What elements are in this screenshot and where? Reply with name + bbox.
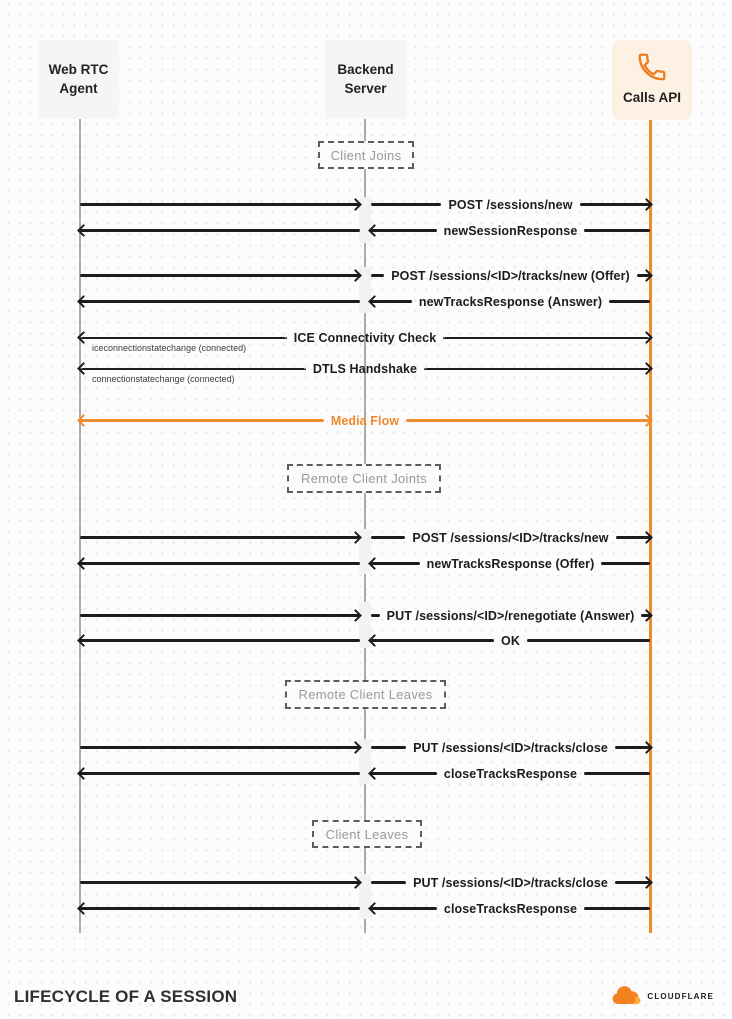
actor-web-rtc-agent xyxy=(38,40,119,119)
message-label: OK xyxy=(501,633,520,648)
section-client-joins xyxy=(318,141,414,169)
section-label: Remote Client Leaves xyxy=(298,687,433,702)
arrow-backend-to-agent xyxy=(80,767,360,780)
arrow-close-tracks-response xyxy=(371,902,650,915)
arrow-new-tracks-response-answer xyxy=(371,295,650,308)
arrow-backend-to-agent xyxy=(80,902,360,915)
actor-label: Web RTC Agent xyxy=(48,61,109,96)
arrowhead-left-icon xyxy=(77,224,90,237)
message-label: newSessionResponse xyxy=(443,223,578,238)
arrow-post-tracks-new-offer xyxy=(371,269,650,282)
message-label: PUT /sessions/<ID>/tracks/close xyxy=(413,740,608,755)
message-label: newTracksResponse (Offer) xyxy=(426,556,595,571)
arrowhead-left-icon xyxy=(77,902,90,915)
message-label: PUT /sessions/<ID>/renegotiate (Answer) xyxy=(386,608,635,623)
cloudflare-logo xyxy=(611,986,714,1006)
arrowhead-left-icon xyxy=(77,331,90,344)
message-label: POST /sessions/new xyxy=(448,197,573,212)
arrow-media-flow xyxy=(80,414,650,427)
arrow-post-sessions-new xyxy=(371,198,650,211)
arrow-backend-to-agent xyxy=(80,557,360,570)
arrow-agent-to-backend xyxy=(80,269,359,282)
arrow-agent-to-backend xyxy=(80,531,359,544)
arrow-backend-to-agent xyxy=(80,295,360,308)
message-label: closeTracksResponse xyxy=(443,766,578,781)
section-remote-client-leaves xyxy=(285,680,446,709)
section-label: Remote Client Joints xyxy=(301,471,427,486)
message-label: POST /sessions/<ID>/tracks/new (Offer) xyxy=(391,268,630,283)
arrowhead-left-icon xyxy=(368,557,381,570)
arrow-agent-to-backend xyxy=(80,741,359,754)
section-label: Client Joins xyxy=(330,147,402,163)
arrowhead-left-icon xyxy=(368,902,381,915)
arrow-put-renegotiate xyxy=(371,609,650,622)
message-label: closeTracksResponse xyxy=(443,901,578,916)
arrow-agent-to-backend xyxy=(80,609,359,622)
arrowhead-left-icon xyxy=(368,634,381,647)
section-label: Client Leaves xyxy=(325,826,409,842)
message-label: PUT /sessions/<ID>/tracks/close xyxy=(413,875,608,890)
arrowhead-left-icon xyxy=(77,557,90,570)
cloudflare-cloud-icon xyxy=(611,986,643,1006)
section-client-leaves xyxy=(312,820,422,848)
arrow-new-session-response xyxy=(371,224,650,237)
ice-state-note: iceconnectionstatechange (connected) xyxy=(92,343,247,353)
arrow-put-tracks-close xyxy=(371,741,650,754)
arrow-agent-to-backend xyxy=(80,876,359,889)
cloudflare-wordmark: CLOUDFLARE xyxy=(647,991,714,1001)
section-remote-client-joins xyxy=(287,464,441,493)
phone-icon xyxy=(637,52,667,82)
actor-backend-server xyxy=(325,40,406,119)
arrowhead-left-icon xyxy=(77,414,90,427)
actor-calls-api xyxy=(612,40,692,120)
agent-lifeline xyxy=(79,119,81,933)
arrowhead-left-icon xyxy=(368,224,381,237)
message-label: POST /sessions/<ID>/tracks/new xyxy=(412,530,609,545)
arrowhead-left-icon xyxy=(77,634,90,647)
arrow-new-tracks-response-offer xyxy=(371,557,650,570)
arrowhead-left-icon xyxy=(77,767,90,780)
page-title: LIFECYCLE OF A SESSION xyxy=(14,987,238,1006)
arrowhead-left-icon xyxy=(77,362,90,375)
message-label: ICE Connectivity Check xyxy=(293,330,437,345)
calls-api-lifeline xyxy=(649,119,652,933)
arrowhead-left-icon xyxy=(77,295,90,308)
arrowhead-left-icon xyxy=(368,767,381,780)
arrow-agent-to-backend xyxy=(80,198,359,211)
arrow-put-tracks-close xyxy=(371,876,650,889)
arrow-close-tracks-response xyxy=(371,767,650,780)
arrow-ok xyxy=(371,634,650,647)
message-label: newTracksResponse (Answer) xyxy=(418,294,603,309)
actor-label: Calls API xyxy=(622,90,682,106)
connection-state-note: connectionstatechange (connected) xyxy=(92,374,235,384)
arrowhead-left-icon xyxy=(368,295,381,308)
message-label: DTLS Handshake xyxy=(312,361,418,376)
message-label: Media Flow xyxy=(330,413,400,428)
arrow-backend-to-agent xyxy=(80,224,360,237)
arrow-backend-to-agent xyxy=(80,634,360,647)
arrow-post-tracks-new xyxy=(371,531,650,544)
actor-label: Backend Server xyxy=(337,61,394,96)
